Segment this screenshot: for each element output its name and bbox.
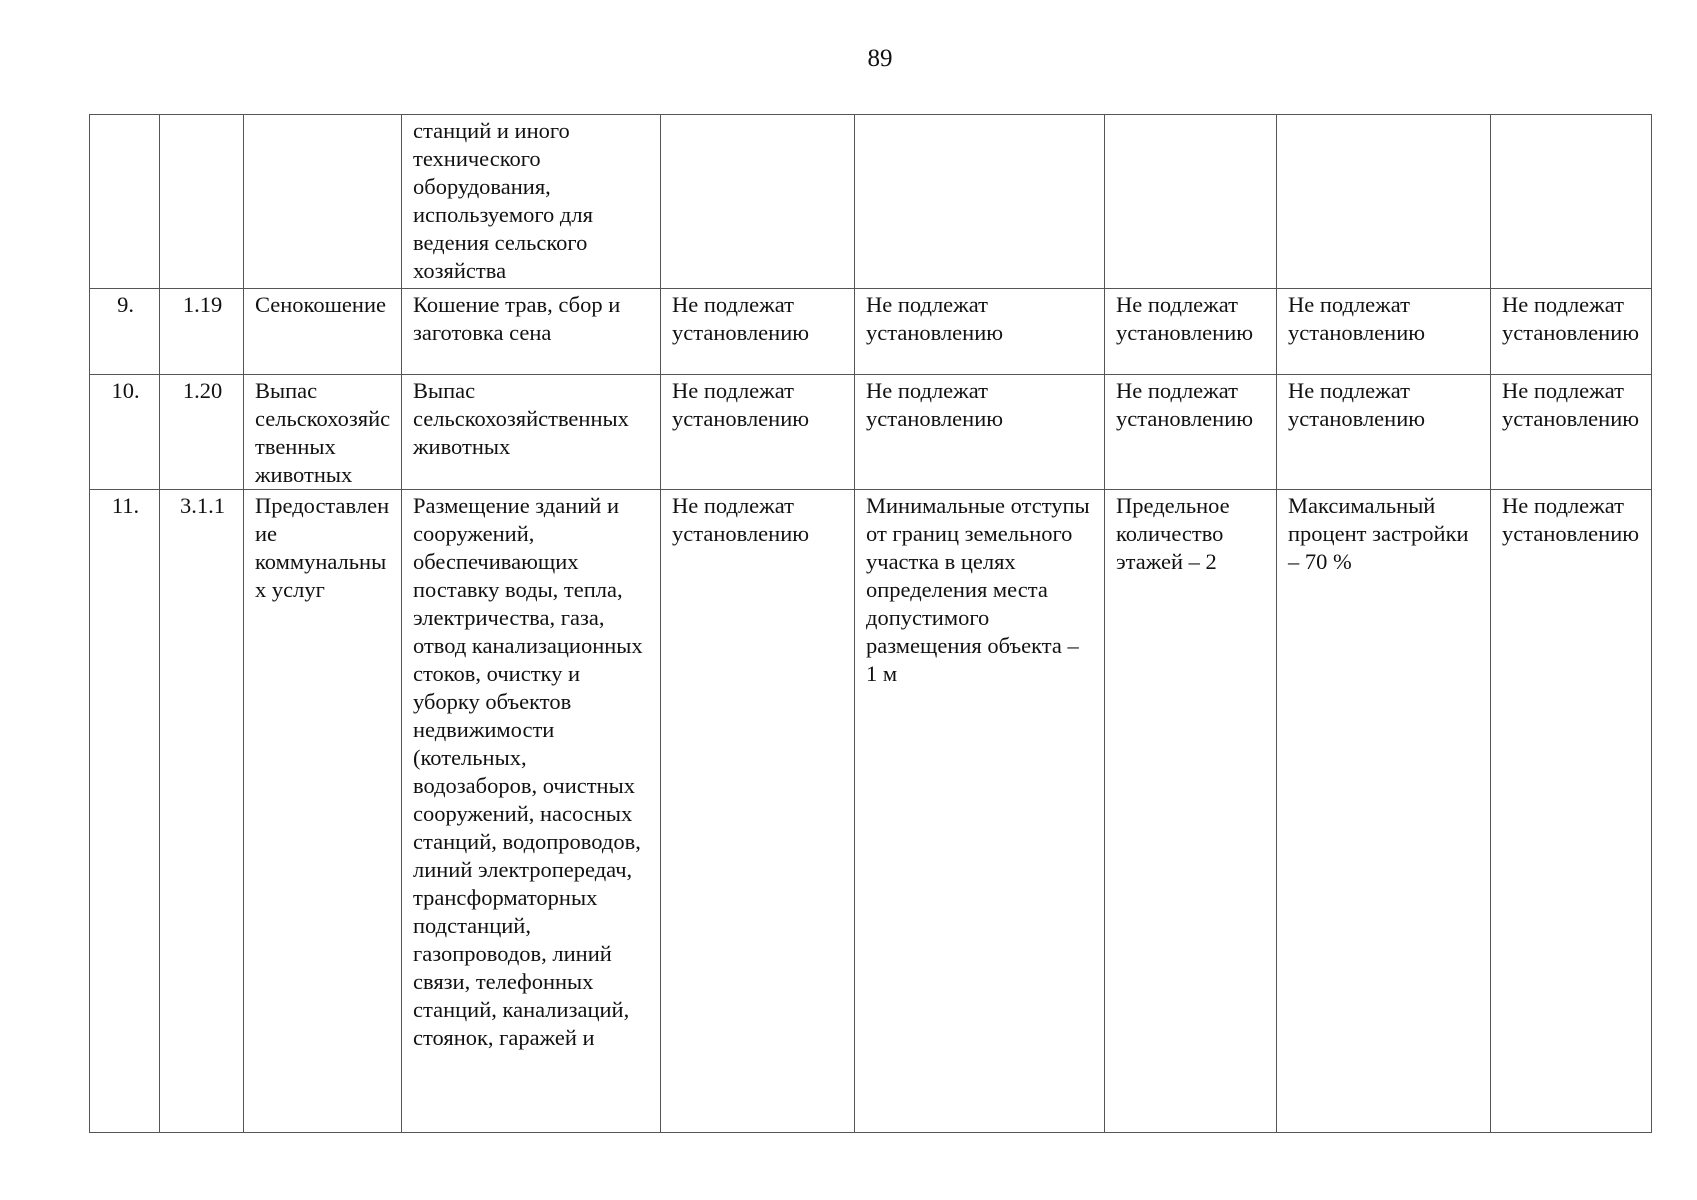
parameter-cell-9: Не подлежат установлению [1491, 375, 1652, 490]
table-row [90, 289, 1652, 375]
parameter-cell-6: Не подлежат установлению [855, 375, 1105, 490]
use-code-cell: 1.19 [160, 289, 244, 375]
use-name-cell: Предоставление коммунальных услуг [244, 490, 402, 1133]
zoning-table [89, 114, 1652, 1133]
row-number-cell: 9. [90, 289, 160, 375]
use-description-cell: Выпас сельскохозяйственных животных [402, 375, 661, 490]
use-code-cell: 3.1.1 [160, 490, 244, 1133]
parameter-cell-5: Не подлежат установлению [661, 375, 855, 490]
use-name-cell [244, 115, 402, 289]
parameter-cell-8: Не подлежат установлению [1277, 375, 1491, 490]
parameter-cell-8 [1277, 115, 1491, 289]
parameter-cell-8: Не подлежат установлению [1277, 289, 1491, 375]
parameter-cell-9: Не подлежат установлению [1491, 289, 1652, 375]
table-row [90, 375, 1652, 490]
parameter-cell-9: Не подлежат установлению [1491, 490, 1652, 1133]
table-row [90, 115, 1652, 289]
parameter-cell-8: Максимальный процент застройки – 70 % [1277, 490, 1491, 1133]
use-description-cell: станций и иного технического оборудования, используемого для ведения сельского хозяйства [402, 115, 661, 289]
parameter-cell-7: Предельное количество этажей – 2 [1105, 490, 1277, 1133]
page-number: 89 [867, 45, 893, 72]
use-code-cell: 1.20 [160, 375, 244, 490]
use-code-cell [160, 115, 244, 289]
use-description-cell: Кошение трав, сбор и заготовка сена [402, 289, 661, 375]
parameter-cell-6: Минимальные отступы от границ земельного участка в целях определения места допустимого размещения объекта – 1 м [855, 490, 1105, 1133]
parameter-cell-7 [1105, 115, 1277, 289]
use-description-cell: Размещение зданий и сооружений, обеспечивающих поставку воды, тепла, электричества, газа, отвод канализационных стоков, очистку и уборку объектов недвижимости (котельных, водозаборов, очистных сооружений, насосных станций, водопроводов, линий электропередач, трансформаторных подстанций, газопроводов, линий связи, телефонных станций, канализаций, стоянок, гаражей и [402, 490, 661, 1133]
parameter-cell-6 [855, 115, 1105, 289]
row-number-cell [90, 115, 160, 289]
parameter-cell-5 [661, 115, 855, 289]
parameter-cell-5: Не подлежат установлению [661, 490, 855, 1133]
parameter-cell-7: Не подлежат установлению [1105, 289, 1277, 375]
use-name-cell: Сенокошение [244, 289, 402, 375]
row-number-cell: 10. [90, 375, 160, 490]
parameter-cell-5: Не подлежат установлению [661, 289, 855, 375]
row-number-cell: 11. [90, 490, 160, 1133]
parameter-cell-9 [1491, 115, 1652, 289]
parameter-cell-6: Не подлежат установлению [855, 289, 1105, 375]
table-row [90, 490, 1652, 1133]
parameter-cell-7: Не подлежат установлению [1105, 375, 1277, 490]
use-name-cell: Выпас сельскохозяйственных животных [244, 375, 402, 490]
